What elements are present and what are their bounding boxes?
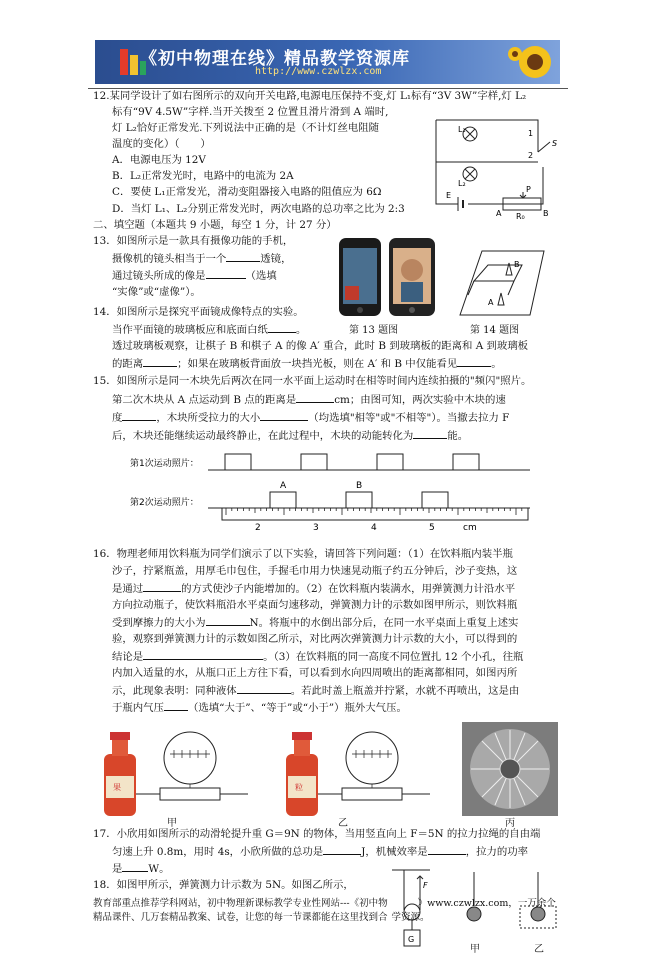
q17-blank-2[interactable] (428, 843, 466, 855)
circuit-label-e: E (446, 191, 452, 200)
circuit-label-l1: L₁ (458, 125, 466, 134)
q16-text-c: 受到摩擦力的大小为 (112, 617, 206, 629)
q16-line-1: 16．物理老师用饮料瓶为同学们演示了以下实验，请回答下列问题：（1）在饮料瓶内装半瓶 (93, 548, 513, 560)
q18-caption-yi: 乙 (534, 944, 544, 955)
circuit-label-1: 1 (528, 129, 534, 138)
q15-line-2 (112, 391, 506, 408)
q17-text-d: 是 (112, 863, 123, 875)
q17-text-a: 匀速上升 0.8m，用时 4s，小欣所做的总功是 (112, 846, 324, 858)
q13-line-2 (112, 250, 291, 267)
q16-blank-3[interactable] (143, 648, 263, 660)
header-title: 《初中物理在线》精品教学资源库 (140, 49, 410, 69)
q17-line-1: 17．小欣用如图所示的动滑轮提升重 G＝9N 的物体，当用竖直向上 F＝5N 的拉力拉绳的自由端 (93, 828, 541, 840)
section-2-heading: 二、填空题（本题共 9 小题，每空 1 分，计 27 分） (93, 219, 337, 231)
q13-blank-1[interactable] (226, 250, 260, 262)
circuit-label-s: S (552, 139, 558, 148)
q14-line-4 (112, 355, 502, 372)
q16-figure-yi (282, 728, 432, 820)
q15-blank-3[interactable] (260, 409, 308, 421)
q16-blank-2[interactable] (206, 614, 250, 626)
q13-text-c: 通过镜头所成的像是 (112, 270, 206, 282)
ruler-tick-2: 2 (255, 523, 261, 533)
q14-line-2 (112, 321, 306, 338)
q14-text-a: 当作平面镜的玻璃板应和底面白纸 (112, 324, 268, 336)
q16-caption-yi: 乙 (338, 818, 348, 829)
q18-label-g: G (408, 935, 415, 944)
ruler-tick-3: 3 (313, 523, 319, 533)
q15-photo2-label: 第2次运动照片： (130, 498, 199, 508)
q15-text-a: 第二次木块从 A 点运动到 B 点的距离是 (112, 394, 297, 406)
q15-blank-2[interactable] (122, 409, 156, 421)
q14-caption: 第 14 题图 (470, 325, 520, 336)
q14-label-a: A (488, 298, 494, 307)
q15-text-e: （均选填"相等"或"不相等"）。当撤去拉力 F (308, 412, 510, 424)
ruler-unit: cm (463, 523, 477, 533)
bottle-text-1: 果 (113, 783, 121, 792)
q12-line-3: 灯 L₂恰好正常发光.下列说法中正确的是（不计灯丝电阻随 (112, 122, 380, 134)
q16-figure-bing (462, 722, 558, 816)
q15-line-4 (112, 427, 468, 444)
circuit-label-p: P (526, 185, 531, 194)
q16-text-b: 的方式使沙子内能增加的。（2）在饮料瓶内装满水，用弹簧测力计沿水平 (181, 583, 516, 595)
q17-text-e: W。 (148, 863, 170, 875)
footer-line-2 (93, 911, 430, 925)
q15-text-g: 能。 (447, 430, 469, 442)
q16-line-7 (112, 648, 523, 665)
q16-text-e: 结论是 (112, 651, 144, 663)
q12-line-4: 温度的变化）（ ） (112, 138, 211, 150)
q15-blank-1[interactable] (296, 391, 334, 403)
bottle-text-2: 粒 (295, 783, 303, 792)
q12-option-c: C．要使 L₁正常发光，滑动变阻器接入电路的阻值应为 6Ω (112, 186, 382, 198)
q14-blank-2[interactable] (143, 355, 177, 367)
q12-line-1: 12.某同学设计了如右图所示的双向开关电路,电源电压保持不变,灯 L₁标有“3V 3W”字样,灯 L₂ (93, 90, 527, 102)
q12-circuit-diagram (428, 112, 563, 222)
q13-caption: 第 13 题图 (349, 325, 399, 336)
q14-mirror-diagram (452, 243, 560, 317)
q14-blank-1[interactable] (268, 321, 296, 333)
header-url: http://www.czwlzx.com (255, 66, 382, 77)
q14-text-e: 。 (491, 358, 502, 370)
q12-option-b: B．L₂正常发光时，电路中的电流为 2A (112, 170, 294, 182)
q16-text-j: （选填“大于”、“等于”或“小于”）瓶外大气压。 (187, 702, 407, 714)
q14-text-d: ；如果在玻璃板背面放一块挡光板，则在 A′ 和 B 中仅能看见 (177, 358, 458, 370)
q16-line-9 (112, 682, 519, 699)
q16-caption-jia: 甲 (167, 818, 177, 829)
q13-line-3 (112, 267, 277, 284)
footer-text-2a: 精品课件、几万套精品教案、试卷，让您的每一节课都能在这里找到合 (93, 912, 388, 923)
q16-line-10 (112, 699, 407, 716)
q17-blank-3[interactable] (122, 860, 148, 872)
q15-text-f: 后，木块还能继续运动最终静止，在此过程中，木块的动能转化为 (112, 430, 414, 442)
q15-text-c: 度 (112, 412, 123, 424)
ruler-tick-5: 5 (429, 523, 435, 533)
q15-text-d: ，木块所受拉力的大小 (156, 412, 261, 424)
footer-line-1 (93, 897, 556, 911)
q16-line-5 (112, 614, 518, 631)
q12-line-2: 标有“9V 4.5W”字样.当开关拨至 2 位置且滑片滑到 A 端时, (112, 106, 389, 118)
footer-text-2b: 学资源。 (391, 912, 430, 923)
q18-label-f: F (423, 881, 428, 890)
footer-text-1b: 》www.czwlzx.com，一万余个 (417, 898, 556, 909)
q16-text-i: 于瓶内气压 (112, 702, 164, 714)
q16-line-4: 方向拉动瓶子，使饮料瓶沿水平桌面匀速移动，弹簧测力计的示数如图甲所示，则饮料瓶 (112, 599, 518, 611)
sunflower-icon (505, 42, 557, 82)
q16-text-f: 。（3）在饮料瓶的同一高度不同位置扎 12 个小孔，往瓶 (263, 651, 524, 663)
q13-text-a: 摄像机的镜头相当于一个 (112, 253, 227, 265)
q16-line-3 (112, 580, 515, 597)
q16-figure-jia (100, 728, 250, 820)
q15-line-1: 15．如图所示是同一木块先后两次在同一水平面上运动时在相等时间内连续拍摄的"频闪"照片。 (93, 375, 532, 387)
q14-text-b: 。 (295, 324, 307, 336)
q15-block-a: A (280, 481, 287, 491)
q12-option-d: D．当灯 L₁、L₂分别正常发光时，两次电路的总功率之比为 2:3 (112, 203, 405, 215)
circuit-label-a: A (496, 209, 502, 218)
q15-photo1-label: 第1次运动照片： (130, 459, 199, 469)
circuit-label-r0: R₀ (516, 212, 525, 221)
q16-line-2: 沙子，拧紧瓶盖，用厚毛巾包住，手握毛巾用力快速晃动瓶子约五分钟后，沙子变热，这 (112, 565, 518, 577)
q16-blank-4[interactable] (237, 682, 291, 694)
q17-text-c: ，拉力的功率 (465, 846, 529, 858)
q15-blank-4[interactable] (413, 427, 447, 439)
q13-text-b: 透镜， (260, 253, 292, 265)
circuit-label-l2: L₂ (458, 179, 466, 188)
q16-blank-1[interactable] (143, 580, 181, 592)
q13-blank-2[interactable] (206, 267, 246, 279)
q12-option-a: A．电源电压为 12V (112, 154, 206, 166)
q16-blank-5[interactable] (164, 699, 188, 711)
q14-line-3: 透过玻璃板观察，让棋子 B 和棋子 A 的像 A′ 重合，此时 B 到玻璃板的距离和 A 到玻璃板 (112, 340, 529, 352)
q17-blank-1[interactable] (323, 843, 361, 855)
q16-text-d: N。将瓶中的水倒出部分后，在同一水平桌面上重复上述实 (249, 617, 519, 629)
q17-line-2 (112, 843, 528, 860)
q17-line-3 (112, 860, 169, 877)
q18-line-1: 18．如图甲所示，弹簧测力计示数为 5N。如图乙所示， (93, 879, 354, 891)
q15-text-b: cm；由图可知，两次实验中木块的速 (334, 394, 506, 406)
ruler-tick-4: 4 (371, 523, 377, 533)
q16-caption-bing: 丙 (505, 818, 515, 829)
q16-line-8: 内加入适量的水，从瓶口正上方往下看，可以看到水向四周喷出的距离都相同，如图丙所 (112, 667, 518, 679)
q14-blank-3[interactable] (457, 355, 491, 367)
circuit-label-b: B (543, 209, 549, 218)
q15-line-3 (112, 409, 509, 426)
q13-phone-image (333, 236, 441, 318)
q14-text-c: 的距离 (112, 358, 144, 370)
q15-block-b: B (356, 481, 363, 491)
q16-line-6: 验，观察到弹簧测力计的示数如图乙所示，对比两次弹簧测力计示数的大小，可以得到的 (112, 633, 518, 645)
circuit-label-2: 2 (528, 151, 534, 160)
q14-line-1: 14．如图所示是探究平面镜成像特点的实验。 (93, 306, 304, 318)
q16-text-a: 是通过 (112, 583, 144, 595)
q16-text-h: 。若此时盖上瓶盖并拧紧，水就不再喷出，这是由 (290, 685, 520, 697)
q13-line-1: 13．如图所示是一款具有摄像功能的手机， (93, 235, 294, 247)
q13-line-4: “实像”或“虚像”）。 (112, 286, 201, 298)
q15-strobe-figure (130, 448, 550, 534)
q18-caption-jia: 甲 (470, 944, 480, 955)
q14-label-b: B (514, 260, 520, 269)
q16-text-g: 示，此现象表明：同种液体 (112, 685, 237, 697)
q17-text-b: J，机械效率是 (361, 846, 428, 858)
q13-text-d: （选填 (245, 270, 277, 282)
footer-text-1a: 教育部重点推荐学科网站，初中物理新课标教学专业性网站---《初中物 (93, 898, 388, 909)
